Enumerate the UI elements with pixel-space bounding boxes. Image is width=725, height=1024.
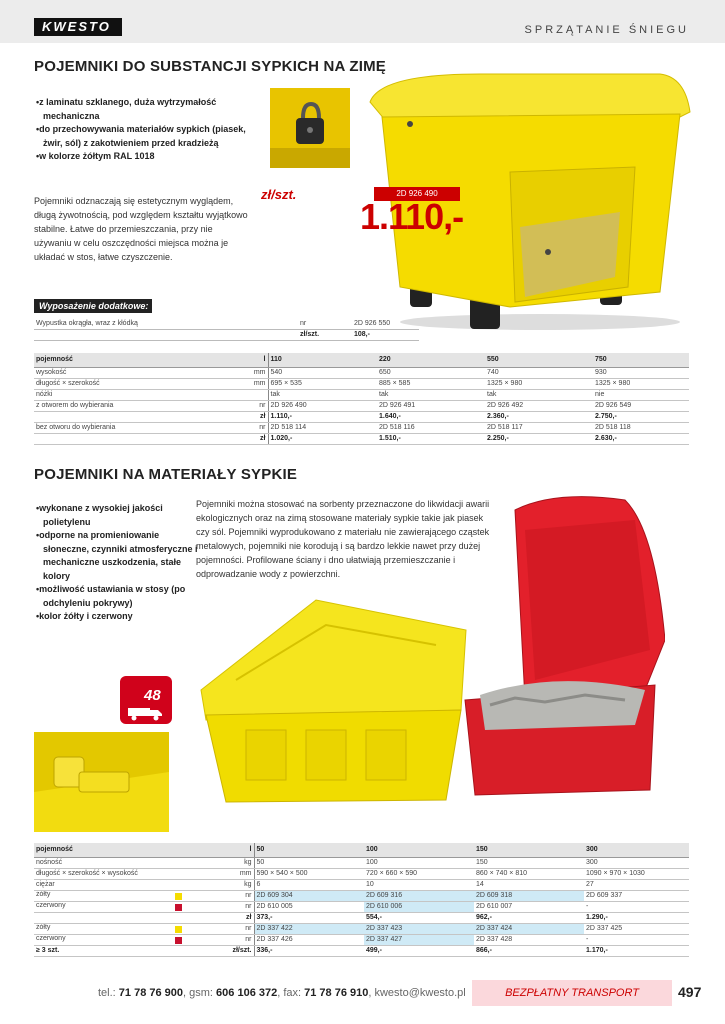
header-capacity: 100 — [364, 843, 474, 857]
row-label-text: nośność — [36, 859, 63, 866]
table-row — [34, 411, 689, 422]
table-cell: 2D 926 490 — [268, 400, 377, 411]
accessory-price-row — [34, 330, 419, 341]
row-label-text: długość × szerokość × wysokość — [36, 870, 138, 877]
table-cell: 100 — [364, 857, 474, 868]
table-cell: 740 — [485, 367, 593, 378]
table-cell: 962,- — [474, 912, 584, 923]
table-row — [34, 934, 689, 945]
table-cell: 1.110,- — [268, 411, 377, 422]
row-label — [34, 890, 184, 901]
table-cell: 300 — [584, 857, 689, 868]
header-label: pojemność — [34, 353, 194, 367]
featured-price: 1.110,- — [360, 196, 464, 237]
row-label-text: ≥ 3 szt. — [36, 947, 60, 954]
table-row — [34, 890, 689, 901]
color-swatch — [175, 893, 182, 900]
gsm-number[interactable]: 606 106 372 — [216, 987, 278, 999]
row-unit: nr — [184, 890, 254, 901]
row-label — [34, 912, 184, 923]
table-cell: 1325 × 980 — [593, 378, 689, 389]
color-swatch — [175, 937, 182, 944]
row-label — [34, 400, 194, 411]
header-label: pojemność — [34, 843, 184, 857]
table-cell: 2.630,- — [593, 433, 689, 444]
table-cell: nie — [593, 389, 689, 400]
table-cell: 930 — [593, 367, 689, 378]
table-cell: 2D 337 425 — [584, 923, 689, 934]
table-cell: 2D 337 427 — [364, 934, 474, 945]
table-cell: 2D 518 116 — [377, 422, 485, 433]
table-cell: 2D 337 424 — [474, 923, 584, 934]
table-cell: 2.360,- — [485, 411, 593, 422]
section-title: SPRZĄTANIE ŚNIEGU — [524, 24, 689, 36]
table-row — [34, 433, 689, 444]
table-cell: 2D 518 118 — [593, 422, 689, 433]
table-cell: 150 — [474, 857, 584, 868]
table-cell: 650 — [377, 367, 485, 378]
header-capacity: 150 — [474, 843, 584, 857]
header-capacity: 300 — [584, 843, 689, 857]
table-cell: 2.250,- — [485, 433, 593, 444]
row-unit: nr — [184, 934, 254, 945]
row-label — [34, 945, 184, 956]
page-number: 497 — [678, 984, 702, 1000]
product1-description: Pojemniki odznaczają się estetycznym wyglądem, długą żywotnością, pod względem kształtu wyjątkowo stabilne. Łatwe do przemieszczania, przy nie używaniu w celu oszczędności miejsca można je układać w stos, łatwe czyszczenie. — [34, 196, 248, 262]
phone-number[interactable]: 71 78 76 900 — [118, 987, 184, 999]
table-cell: 2D 610 005 — [254, 901, 364, 912]
table-cell: 2D 518 114 — [268, 422, 377, 433]
table-cell: 540 — [268, 367, 377, 378]
header-capacity: 110 — [268, 353, 377, 367]
product1-title: POJEMNIKI DO SUBSTANCJI SYPKICH NA ZIMĘ — [34, 58, 387, 75]
row-unit: zł — [194, 411, 268, 422]
brand-logo[interactable]: KWESTO — [34, 18, 122, 36]
header-unit: l — [194, 353, 268, 367]
table-cell: 1.170,- — [584, 945, 689, 956]
price-product-code: 2D 926 490 — [374, 187, 460, 201]
table-cell: 27 — [584, 879, 689, 890]
table-cell: 2D 337 428 — [474, 934, 584, 945]
accessory-nr-label: nr — [300, 320, 307, 327]
table-cell: 2D 926 491 — [377, 400, 485, 411]
table-row — [34, 422, 689, 433]
color-swatch — [175, 926, 182, 933]
table-row — [34, 400, 689, 411]
padlock-photo — [270, 88, 350, 168]
row-unit: nr — [184, 923, 254, 934]
table-row — [34, 389, 689, 400]
row-unit: zł — [194, 433, 268, 444]
accessory-name: Wypustka okrągła, wraz z kłódką — [36, 320, 138, 327]
row-unit: nr — [194, 422, 268, 433]
table-cell: 2.750,- — [593, 411, 689, 422]
table-cell: 1090 × 970 × 1030 — [584, 868, 689, 879]
table-row — [34, 879, 689, 890]
row-label-text: żółty — [36, 924, 51, 931]
table-cell: tak — [268, 389, 377, 400]
table-cell: 1.020,- — [268, 433, 377, 444]
fax-label: , fax: — [277, 987, 302, 999]
product2-title: POJEMNIKI NA MATERIAŁY SYPKIE — [34, 466, 298, 483]
email-link[interactable]: , kwesto@kwesto.pl — [368, 987, 466, 999]
table-cell: 695 × 535 — [268, 378, 377, 389]
row-label — [34, 923, 184, 934]
accessories-heading: Wyposażenie dodatkowe: — [34, 299, 152, 313]
hinge-detail-photo — [34, 732, 169, 832]
row-label-text: długość × szerokość — [36, 380, 100, 387]
tel-label: tel.: — [98, 987, 116, 999]
table-cell: 1325 × 980 — [485, 378, 593, 389]
table-cell: 866,- — [474, 945, 584, 956]
accessory-price: 108,- — [354, 331, 370, 338]
row-unit: mm — [184, 868, 254, 879]
table-cell: 2D 609 318 — [474, 890, 584, 901]
table-cell: 50 — [254, 857, 364, 868]
table-cell: tak — [377, 389, 485, 400]
row-label — [34, 879, 184, 890]
row-label-text: żółty — [36, 891, 51, 898]
table-row — [34, 923, 689, 934]
accessory-code: 2D 926 550 — [354, 320, 391, 327]
table-row — [34, 367, 689, 378]
row-label — [34, 367, 194, 378]
table-cell: 885 × 585 — [377, 378, 485, 389]
table-cell: 2D 337 426 — [254, 934, 364, 945]
row-label — [34, 411, 194, 422]
table-header-row — [34, 353, 689, 367]
table-row — [34, 868, 689, 879]
feature-item: • w kolorze żółtym RAL 1018 — [34, 150, 264, 164]
table-cell: tak — [485, 389, 593, 400]
product2-spec-table — [34, 843, 689, 957]
row-label-text: wysokość — [36, 369, 67, 376]
product2-description: Pojemniki można stosować na sorbenty przeznaczone do likwidacji awarii ekologicznych oraz na zimą stosowane materiały sypkie takie jak piasek czy sól. Pojemniki wyprodukowano z materiału nie zawierającego cząstek metalowych, pojemniki nie korodują i są bardzo lekkie nawet przy dużej pojemności. Profilowane ściany i dno ułatwiają przemieszczanie i odprowadzanie wody z powierzchni. — [196, 499, 490, 579]
table-cell: 10 — [364, 879, 474, 890]
table-cell: 373,- — [254, 912, 364, 923]
table-cell: 2D 337 423 — [364, 923, 474, 934]
header-capacity: 750 — [593, 353, 689, 367]
table-cell: 1.640,- — [377, 411, 485, 422]
row-label-text: ciężar — [36, 881, 55, 888]
feature-item: • do przechowywania materiałów sypkich (piasek, żwir, sól) z zakotwieniem przed kradzieżą — [34, 123, 264, 150]
table-cell: 1.510,- — [377, 433, 485, 444]
row-label — [34, 433, 194, 444]
footer-contact — [98, 987, 466, 999]
table-cell: 2D 609 304 — [254, 890, 364, 901]
table-cell: - — [584, 934, 689, 945]
table-cell: - — [584, 901, 689, 912]
row-label — [34, 857, 184, 868]
row-unit: nr — [194, 400, 268, 411]
feature-item: • odporne na promieniowanie słoneczne, czynniki atmosferyczne i mechaniczne uszkodzenia, stałe kolory — [34, 529, 199, 583]
row-label — [34, 934, 184, 945]
table-cell: 1.290,- — [584, 912, 689, 923]
table-cell: 2D 926 492 — [485, 400, 593, 411]
row-label — [34, 422, 194, 433]
row-label-text: bez otworu do wybierania — [36, 424, 116, 431]
accessory-row — [34, 319, 419, 330]
row-label — [34, 389, 194, 400]
accessory-price-label: zł/szt. — [300, 331, 320, 338]
table-cell: 590 × 540 × 500 — [254, 868, 364, 879]
feature-item: • wykonane z wysokiej jakości polietylenu — [34, 502, 199, 529]
row-unit: kg — [184, 879, 254, 890]
header-capacity: 550 — [485, 353, 593, 367]
product1-features — [34, 96, 264, 164]
table-row — [34, 945, 689, 956]
price-unit-label: zł/szt. — [261, 187, 297, 202]
table-cell: 14 — [474, 879, 584, 890]
fax-number: 71 78 76 910 — [304, 987, 369, 999]
header-unit: l — [184, 843, 254, 857]
row-unit: nr — [184, 901, 254, 912]
row-unit: zł/szt. — [184, 945, 254, 956]
table-cell: 2D 518 117 — [485, 422, 593, 433]
table-cell: 860 × 740 × 810 — [474, 868, 584, 879]
feature-item: • możliwość ustawiania w stosy (po odchyleniu pokrywy) — [34, 583, 199, 610]
table-row — [34, 378, 689, 389]
row-label-text: z otworem do wybierania — [36, 402, 114, 409]
table-cell: 2D 610 006 — [364, 901, 474, 912]
table-cell: 2D 926 549 — [593, 400, 689, 411]
header-capacity: 50 — [254, 843, 364, 857]
feature-item: • z laminatu szklanego, duża wytrzymałość mechaniczna — [34, 96, 264, 123]
table-cell: 2D 337 422 — [254, 923, 364, 934]
row-label — [34, 378, 194, 389]
row-label — [34, 868, 184, 879]
table-cell: 2D 609 316 — [364, 890, 474, 901]
table-row — [34, 912, 689, 923]
accessories-table — [34, 319, 419, 341]
yellow-bin-photo — [196, 590, 471, 810]
row-label — [34, 901, 184, 912]
row-unit: kg — [184, 857, 254, 868]
delivery-48h-icon — [120, 676, 172, 724]
row-label-text: czerwony — [36, 935, 66, 942]
table-row — [34, 857, 689, 868]
product1-spec-table — [34, 353, 689, 445]
red-bin-photo — [455, 490, 665, 805]
row-unit: mm — [194, 367, 268, 378]
table-cell: 336,- — [254, 945, 364, 956]
feature-item: • kolor żółty i czerwony — [34, 610, 199, 624]
row-label-text: czerwony — [36, 902, 66, 909]
free-transport-banner: BEZPŁATNY TRANSPORT — [472, 980, 672, 1006]
row-unit — [194, 389, 268, 400]
row-unit: mm — [194, 378, 268, 389]
row-label-text: nóżki — [36, 391, 53, 398]
color-swatch — [175, 904, 182, 911]
table-cell: 499,- — [364, 945, 474, 956]
header-capacity: 220 — [377, 353, 485, 367]
table-cell: 554,- — [364, 912, 474, 923]
table-cell: 6 — [254, 879, 364, 890]
table-cell: 2D 609 337 — [584, 890, 689, 901]
gsm-label: , gsm: — [183, 987, 213, 999]
row-unit: zł — [184, 912, 254, 923]
table-row — [34, 901, 689, 912]
table-cell: 720 × 660 × 590 — [364, 868, 474, 879]
table-cell: 2D 610 007 — [474, 901, 584, 912]
product2-features — [34, 502, 199, 624]
delivery-badge-text: 48 — [144, 687, 161, 704]
table-header-row — [34, 843, 689, 857]
